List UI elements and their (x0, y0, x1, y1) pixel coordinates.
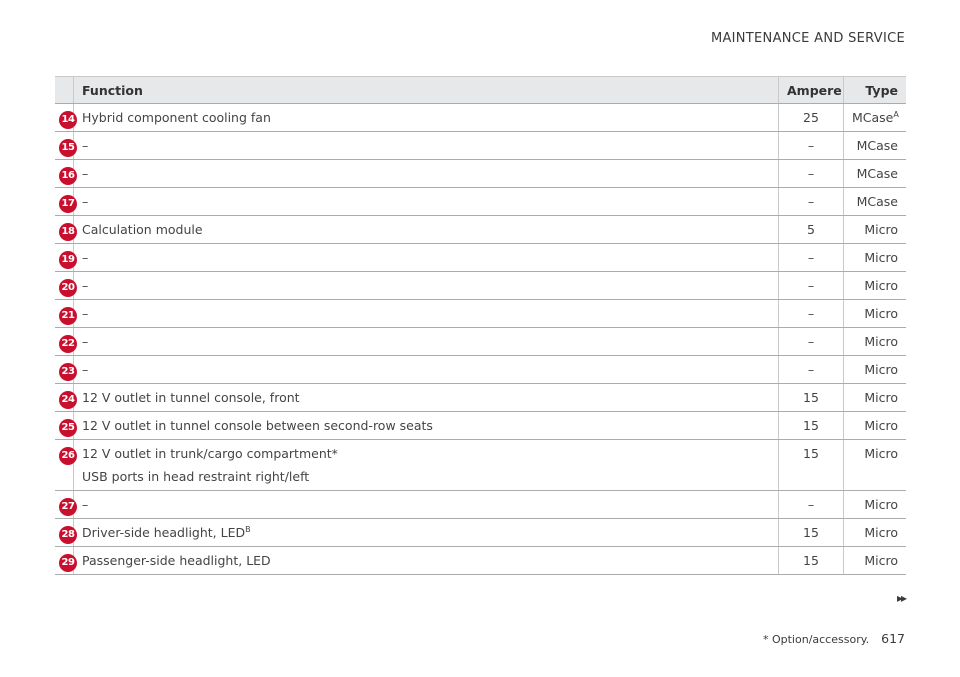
table-row (55, 440, 906, 491)
type-text: Micro (864, 250, 898, 265)
table-row (55, 547, 906, 575)
type-cell (844, 412, 907, 440)
double-chevron-right-icon: ▸▸ (896, 591, 905, 605)
column-header-ampere: Ampere (779, 77, 844, 104)
table-row (55, 356, 906, 384)
fuse-number-badge: 17 (59, 195, 77, 213)
type-text: Micro (864, 334, 898, 349)
type-text: Micro (864, 446, 898, 461)
type-text: Micro (864, 525, 898, 540)
fuse-number-badge: 16 (59, 167, 77, 185)
fuse-number-badge: 26 (59, 447, 77, 465)
ampere-cell: – (779, 132, 844, 160)
table-header-row (55, 77, 906, 104)
ampere-cell: – (779, 491, 844, 519)
ampere-cell: 15 (779, 412, 844, 440)
type-text: Micro (864, 362, 898, 377)
function-text: – (82, 334, 89, 349)
function-cell (74, 519, 779, 547)
ampere-cell: – (779, 328, 844, 356)
fuse-number-cell (55, 384, 74, 412)
type-text: Micro (864, 278, 898, 293)
fuse-table-body (55, 104, 906, 575)
fuse-number-badge: 24 (59, 391, 77, 409)
type-cell (844, 104, 907, 132)
table-row (55, 244, 906, 272)
function-cell (74, 440, 779, 491)
fuse-number-cell (55, 519, 74, 547)
fuse-number-cell (55, 440, 74, 491)
table-row (55, 160, 906, 188)
function-cell (74, 356, 779, 384)
type-cell (844, 328, 907, 356)
table-row (55, 328, 906, 356)
table-row (55, 104, 906, 132)
page-number: 617 (881, 631, 905, 646)
type-cell (844, 384, 907, 412)
function-text: – (82, 138, 89, 153)
ampere-cell: 15 (779, 519, 844, 547)
function-text: – (82, 278, 89, 293)
table-row (55, 519, 906, 547)
function-cell (74, 491, 779, 519)
function-cell (74, 216, 779, 244)
fuse-number-cell (55, 216, 74, 244)
fuse-number-cell (55, 328, 74, 356)
section-title: MAINTENANCE AND SERVICE (710, 31, 905, 46)
fuse-number-badge: 14 (59, 111, 77, 129)
fuse-number-cell (55, 272, 74, 300)
table-row (55, 300, 906, 328)
ampere-cell: 15 (779, 384, 844, 412)
table-row (55, 491, 906, 519)
function-cell (74, 244, 779, 272)
fuse-number-cell (55, 412, 74, 440)
ampere-cell: – (779, 160, 844, 188)
function-text: – (82, 166, 89, 181)
type-cell (844, 300, 907, 328)
function-text: Calculation module (82, 222, 203, 237)
function-text-secondary: USB ports in head restraint right/left (82, 469, 310, 484)
type-text: MCase (856, 194, 898, 209)
type-text: Micro (864, 222, 898, 237)
fuse-number-cell (55, 132, 74, 160)
fuse-number-badge: 19 (59, 251, 77, 269)
table-row (55, 188, 906, 216)
footnote-option-accessory: * Option/accessory. (762, 633, 870, 646)
function-cell (74, 412, 779, 440)
fuse-number-badge: 27 (59, 498, 77, 516)
function-cell (74, 104, 779, 132)
type-text: Micro (864, 306, 898, 321)
function-text: – (82, 250, 89, 265)
ampere-cell: 15 (779, 440, 844, 491)
function-text: Hybrid component cooling fan (82, 110, 271, 125)
ampere-cell: 25 (779, 104, 844, 132)
function-text: 12 V outlet in trunk/cargo compartment* (82, 446, 338, 461)
fuse-number-badge: 18 (59, 223, 77, 241)
ampere-cell: – (779, 188, 844, 216)
type-text: MCase (852, 110, 894, 126)
footnote-marker: A (893, 110, 899, 119)
footnote-marker: B (245, 525, 251, 534)
fuse-number-cell (55, 491, 74, 519)
table-row (55, 272, 906, 300)
fuse-number-cell (55, 104, 74, 132)
fuse-number-cell (55, 300, 74, 328)
column-header-function: Function (74, 77, 779, 104)
fuse-number-badge: 23 (59, 363, 77, 381)
function-cell (74, 328, 779, 356)
ampere-cell: 15 (779, 547, 844, 575)
type-cell (844, 188, 907, 216)
type-text: Micro (864, 390, 898, 405)
fuse-number-cell (55, 244, 74, 272)
type-cell (844, 132, 907, 160)
function-text: 12 V outlet in tunnel console between second-row seats (82, 418, 433, 433)
table-row (55, 216, 906, 244)
function-cell (74, 188, 779, 216)
ampere-cell: 5 (779, 216, 844, 244)
function-text: Driver-side headlight, LED (82, 525, 246, 541)
type-cell (844, 519, 907, 547)
fuse-number-cell (55, 188, 74, 216)
function-text: Passenger-side headlight, LED (82, 553, 271, 568)
function-cell (74, 272, 779, 300)
ampere-cell: – (779, 244, 844, 272)
type-text: Micro (864, 553, 898, 568)
fuse-number-badge: 29 (59, 554, 77, 572)
type-text: MCase (856, 138, 898, 153)
function-cell (74, 547, 779, 575)
fuse-table (55, 76, 906, 575)
type-text: Micro (864, 497, 898, 512)
fuse-number-badge: 20 (59, 279, 77, 297)
function-text: – (82, 362, 89, 377)
fuse-number-badge: 22 (59, 335, 77, 353)
type-cell (844, 356, 907, 384)
ampere-cell: – (779, 356, 844, 384)
type-cell (844, 547, 907, 575)
type-cell (844, 216, 907, 244)
fuse-number-badge: 21 (59, 307, 77, 325)
function-text: – (82, 194, 89, 209)
ampere-cell: – (779, 272, 844, 300)
ampere-cell: – (779, 300, 844, 328)
column-header-number (55, 77, 74, 104)
type-text: Micro (864, 418, 898, 433)
type-cell (844, 244, 907, 272)
table-row (55, 412, 906, 440)
type-cell (844, 491, 907, 519)
fuse-number-badge: 15 (59, 139, 77, 157)
fuse-number-cell (55, 160, 74, 188)
type-text: MCase (856, 166, 898, 181)
function-cell (74, 384, 779, 412)
function-cell (74, 160, 779, 188)
column-header-type: Type (844, 77, 907, 104)
function-cell (74, 132, 779, 160)
type-cell (844, 272, 907, 300)
table-row (55, 384, 906, 412)
table-row (55, 132, 906, 160)
fuse-number-badge: 25 (59, 419, 77, 437)
fuse-number-badge: 28 (59, 526, 77, 544)
page-footer (763, 631, 905, 646)
type-cell (844, 440, 907, 491)
function-cell (74, 300, 779, 328)
function-text: 12 V outlet in tunnel console, front (82, 390, 300, 405)
function-text: – (82, 306, 89, 321)
fuse-number-cell (55, 356, 74, 384)
function-text: – (82, 497, 89, 512)
fuse-number-cell (55, 547, 74, 575)
type-cell (844, 160, 907, 188)
